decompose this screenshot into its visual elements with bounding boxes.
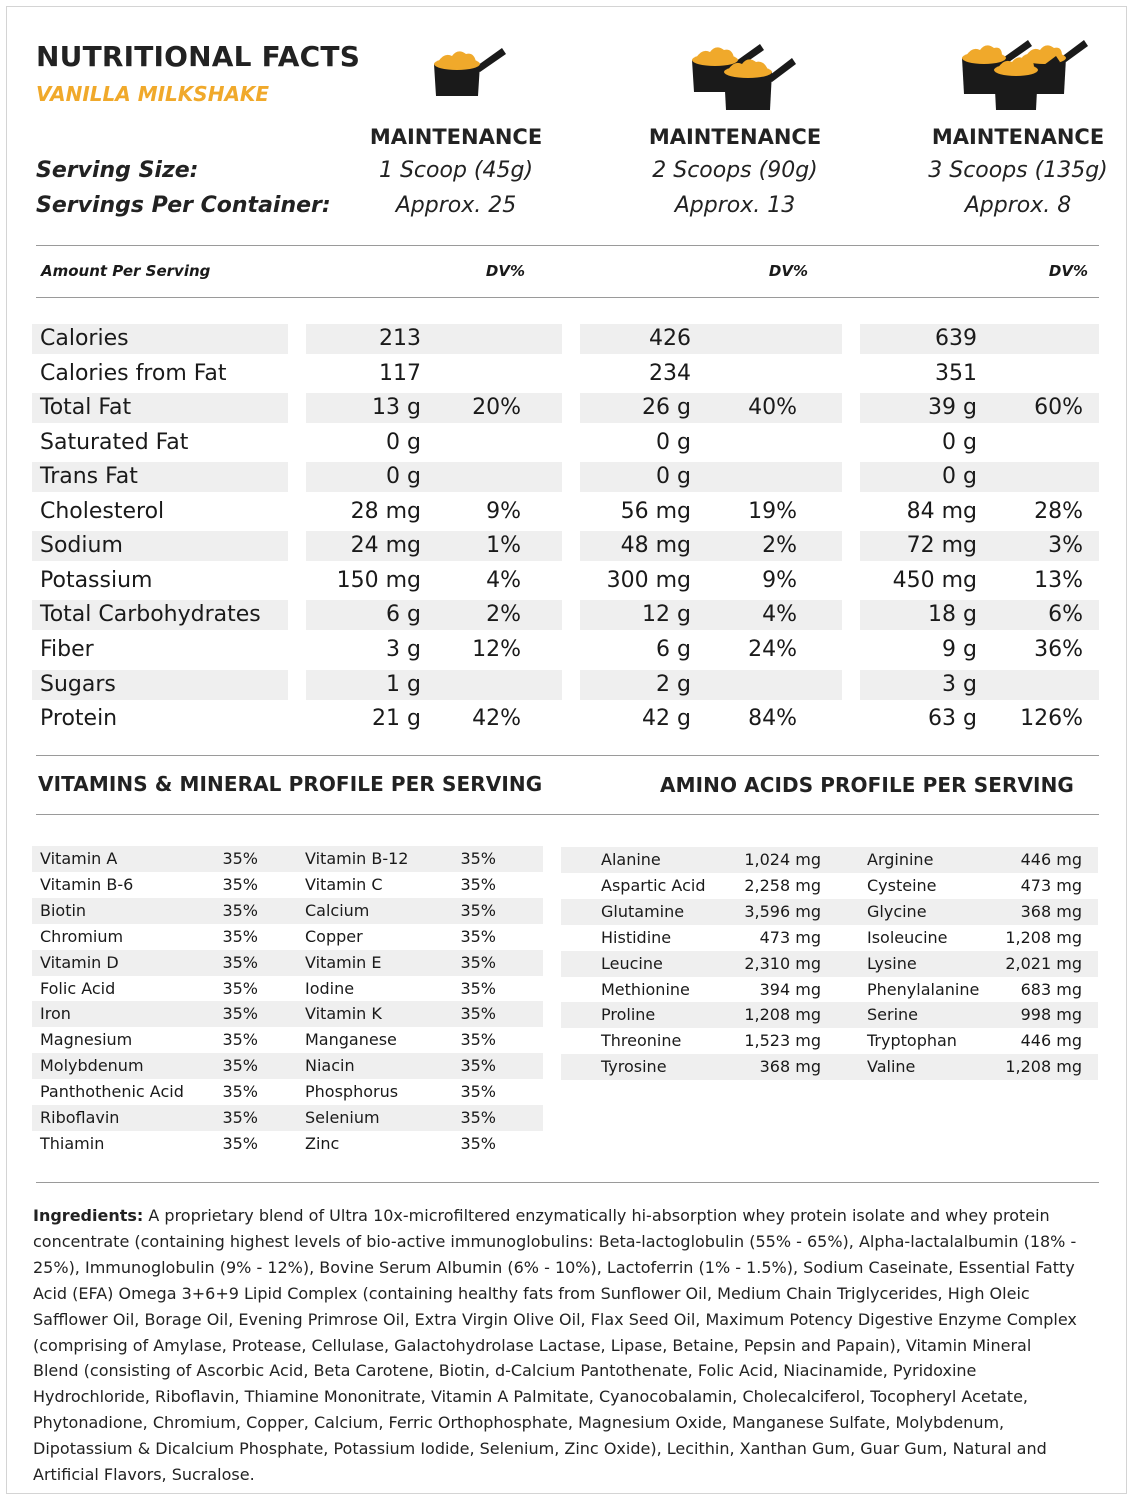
nutrient-row bbox=[0, 704, 1133, 734]
vitamin-dv: 35% bbox=[460, 926, 496, 946]
amino-name: Threonine bbox=[601, 1031, 682, 1051]
amino-amount: 2,310 mg bbox=[744, 953, 821, 973]
vitamin-dv: 35% bbox=[460, 1056, 496, 1076]
vitamin-dv: 35% bbox=[222, 1082, 258, 1102]
amino-amount: 2,258 mg bbox=[744, 875, 821, 895]
nutrient-amount: 0 g bbox=[942, 464, 977, 490]
serving-size-2: 2 Scoops (90g) bbox=[652, 158, 818, 183]
nutrient-dv: 28% bbox=[1034, 498, 1083, 524]
amino-amount: 998 mg bbox=[1020, 1005, 1082, 1025]
vitamin-name: Vitamin B-12 bbox=[305, 849, 409, 868]
nutrient-dv: 4% bbox=[486, 567, 521, 593]
vitamin-name: Thiamin bbox=[40, 1133, 105, 1153]
flavor-subtitle: VANILLA MILKSHAKE bbox=[36, 82, 270, 106]
vitamin-name: Vitamin B-6 bbox=[40, 874, 134, 894]
amino-amount: 473 mg bbox=[1020, 875, 1082, 895]
vitamin-dv: 35% bbox=[222, 978, 258, 998]
nutrient-dv: 19% bbox=[748, 498, 797, 524]
amino-amount: 368 mg bbox=[1020, 901, 1082, 921]
servings-per-container-3: Approx. 8 bbox=[964, 193, 1072, 218]
vitamin-name: Vitamin D bbox=[40, 952, 119, 972]
amino-amount: 446 mg bbox=[1020, 850, 1082, 869]
nutrient-amount: 0 g bbox=[656, 464, 691, 490]
vitamin-name: Zinc bbox=[305, 1133, 340, 1153]
nutrient-amount: 234 bbox=[649, 360, 691, 386]
amino-row bbox=[0, 1002, 1133, 1028]
nutrient-amount: 426 bbox=[649, 326, 691, 351]
nutrient-row bbox=[0, 393, 1133, 423]
amino-name: Tyrosine bbox=[601, 1057, 667, 1077]
vitamin-dv: 35% bbox=[222, 1108, 258, 1127]
nutrient-amount: 3 g bbox=[942, 671, 977, 697]
nutrient-amount: 9 g bbox=[942, 636, 977, 662]
vitamin-name: Riboflavin bbox=[40, 1108, 120, 1127]
amino-row bbox=[0, 847, 1133, 873]
vitamin-name: Vitamin K bbox=[305, 1004, 382, 1024]
amino-amount: 1,208 mg bbox=[1005, 927, 1082, 947]
amino-name: Proline bbox=[601, 1005, 656, 1025]
divider bbox=[36, 1182, 1099, 1183]
vitamin-dv: 35% bbox=[460, 849, 496, 868]
nutrient-row bbox=[0, 670, 1133, 700]
dv-header-1: DV% bbox=[485, 262, 525, 280]
nutrient-amount: 48 mg bbox=[620, 533, 691, 559]
amino-name: Serine bbox=[867, 1005, 919, 1025]
vitamin-dv: 35% bbox=[222, 1030, 258, 1050]
nutrient-amount: 18 g bbox=[928, 602, 977, 628]
nutrient-amount: 150 mg bbox=[336, 567, 421, 593]
nutrient-amount: 6 g bbox=[386, 602, 421, 628]
nutrient-name: Potassium bbox=[40, 567, 153, 593]
dv-header-3: DV% bbox=[1048, 262, 1088, 280]
nutrient-dv: 84% bbox=[748, 706, 797, 732]
amino-row bbox=[0, 1054, 1133, 1080]
vitamin-dv: 35% bbox=[222, 874, 258, 894]
amino-amount: 446 mg bbox=[1020, 1031, 1082, 1051]
ingredients-text: A proprietary blend of Ultra 10x-microfiltered enzymatically hi-absorption whey protein isolate and whey protein concentrate (containing highest levels of bio-active immunoglobulins: Beta-lactoglobulin (55% - 65%), Alpha-lactalalbumin (18% - 25%), Immunoglobulin (9% - 12%), Bovine Serum Albumin (6% - 10%), Lactoferrin (1% - 1.5%), Sodium Caseinate, Essential Fatty Acid (EFA) Omega 3+6+9 Lipid Complex (containing healthy fats from Sunflower Oil, Medium Chain Triglycerides, High Oleic Safflower Oil, Borage Oil, Evening Primrose Oil, Extra Virgin Olive Oil, Flax Seed Oil, Maximum Potency Digestive Enzyme Complex (comprising of Amylase, Protease, Cellulase, Galactohydrolase Lactase, Lipase, Betaine, Pepsin and Papain), Vitamin Mineral Blend (consisting of Ascorbic Acid, Beta Carotene, Biotin, d-Calcium Pantothenate, Folic Acid, Niacinamide, Pyridoxine Hydrochloride, Riboflavin, Thiamine Mononitrate, Vitamin A Palmitate, Cyanocobalamin, Cholecalciferol, Tocopheryl Acetate, Phytonadione, Chromium, Copper, Calcium, Ferric Orthophosphate, Magnesium Oxide, Manganese Sulfate, Molybdenum, Dipotassium & Dicalcium Phosphate, Potassium Iodide, Selenium, Zinc Oxide), Lecithin, Xanthan Gum, Guar Gum, Natural and Artificial Flavors, Sucralose. bbox=[33, 1206, 1077, 1485]
vitamin-dv: 35% bbox=[460, 874, 496, 894]
serving-size-3: 3 Scoops (135g) bbox=[928, 158, 1108, 183]
nutrient-amount: 0 g bbox=[386, 464, 421, 490]
vitamin-dv: 35% bbox=[222, 952, 258, 972]
nutrient-dv: 24% bbox=[748, 636, 797, 662]
nutrient-dv: 40% bbox=[748, 395, 797, 421]
vitamin-name: Vitamin C bbox=[305, 874, 383, 894]
nutrient-dv: 4% bbox=[762, 602, 797, 628]
vitamin-dv: 35% bbox=[460, 1082, 496, 1102]
nutrient-name: Trans Fat bbox=[40, 464, 138, 490]
vitamin-name: Iodine bbox=[305, 978, 355, 998]
vitamin-row bbox=[0, 1079, 560, 1105]
amino-section-title: AMINO ACIDS PROFILE PER SERVING bbox=[660, 773, 1074, 797]
nutrient-amount: 13 g bbox=[372, 395, 421, 421]
nutrient-amount: 300 mg bbox=[606, 567, 691, 593]
nutrient-amount: 0 g bbox=[942, 429, 977, 455]
amino-name: Glutamine bbox=[601, 901, 685, 921]
amino-name: Methionine bbox=[601, 979, 690, 999]
nutrient-name: Saturated Fat bbox=[40, 429, 189, 455]
vitamin-name: Folic Acid bbox=[40, 978, 116, 998]
dv-header-2: DV% bbox=[768, 262, 808, 280]
servings-per-container-2: Approx. 13 bbox=[674, 193, 796, 218]
nutrient-dv: 9% bbox=[486, 498, 521, 524]
amino-amount: 368 mg bbox=[759, 1057, 821, 1077]
vitamin-dv: 35% bbox=[222, 849, 258, 868]
amino-amount: 1,523 mg bbox=[744, 1031, 821, 1051]
amino-row bbox=[0, 977, 1133, 1003]
nutrient-dv: 12% bbox=[472, 636, 521, 662]
amino-name: Histidine bbox=[601, 927, 672, 947]
serving-size-label: Serving Size: bbox=[36, 158, 199, 183]
amino-row bbox=[0, 873, 1133, 899]
amino-row bbox=[0, 1028, 1133, 1054]
nutrient-amount: 39 g bbox=[928, 395, 977, 421]
nutrient-amount: 72 mg bbox=[906, 533, 977, 559]
vitamins-section-title: VITAMINS & MINERAL PROFILE PER SERVING bbox=[38, 772, 543, 796]
nutrient-dv: 126% bbox=[1020, 706, 1083, 732]
serving-size-1: 1 Scoop (45g) bbox=[378, 158, 534, 183]
nutrient-dv: 2% bbox=[486, 602, 521, 628]
column-heading-2: MAINTENANCE bbox=[648, 125, 822, 149]
vitamin-name: Vitamin A bbox=[40, 849, 118, 868]
vitamin-dv: 35% bbox=[222, 1004, 258, 1024]
vitamin-name: Iron bbox=[40, 1004, 71, 1024]
amino-amount: 683 mg bbox=[1020, 979, 1082, 999]
vitamin-name: Selenium bbox=[305, 1108, 380, 1127]
nutrient-amount: 28 mg bbox=[350, 498, 421, 524]
nutrient-name: Calories bbox=[40, 326, 129, 351]
nutrient-amount: 24 mg bbox=[350, 533, 421, 559]
nutrient-row bbox=[0, 600, 1133, 630]
vitamin-dv: 35% bbox=[460, 952, 496, 972]
page-title: NUTRITIONAL FACTS bbox=[36, 40, 361, 73]
amino-row bbox=[0, 951, 1133, 977]
vitamin-dv: 35% bbox=[460, 978, 496, 998]
vitamin-dv: 35% bbox=[222, 1133, 258, 1153]
one-scoop-icon bbox=[430, 38, 510, 100]
nutrient-name: Sodium bbox=[40, 533, 123, 559]
amino-amount: 473 mg bbox=[759, 927, 821, 947]
vitamin-dv: 35% bbox=[460, 1004, 496, 1024]
ingredients-label: Ingredients: bbox=[33, 1206, 144, 1225]
nutrient-dv: 9% bbox=[762, 567, 797, 593]
nutrient-dv: 3% bbox=[1048, 533, 1083, 559]
divider bbox=[36, 245, 1099, 246]
vitamin-name: Manganese bbox=[305, 1030, 397, 1050]
amino-row bbox=[0, 925, 1133, 951]
vitamin-name: Chromium bbox=[40, 926, 124, 946]
nutrient-row bbox=[0, 428, 1133, 458]
column-heading-1: MAINTENANCE bbox=[369, 125, 543, 149]
vitamin-dv: 35% bbox=[222, 900, 258, 920]
nutrient-dv: 36% bbox=[1034, 636, 1083, 662]
amino-amount: 1,208 mg bbox=[744, 1005, 821, 1025]
nutrient-name: Fiber bbox=[40, 636, 94, 662]
nutrient-name: Cholesterol bbox=[40, 498, 165, 524]
nutrient-dv: 2% bbox=[762, 533, 797, 559]
nutrient-amount: 3 g bbox=[386, 636, 421, 662]
vitamin-name: Biotin bbox=[40, 900, 87, 920]
nutrient-amount: 213 bbox=[379, 326, 421, 351]
vitamin-name: Phosphorus bbox=[305, 1082, 399, 1102]
nutrient-amount: 26 g bbox=[642, 395, 691, 421]
nutrient-amount: 56 mg bbox=[620, 498, 691, 524]
vitamin-dv: 35% bbox=[222, 1056, 258, 1076]
nutrient-dv: 20% bbox=[472, 395, 521, 421]
amino-name: Phenylalanine bbox=[867, 979, 980, 999]
vitamin-row bbox=[0, 1105, 560, 1131]
amino-name: Cysteine bbox=[867, 875, 937, 895]
ingredients-paragraph bbox=[33, 1203, 1078, 1488]
nutrient-amount: 42 g bbox=[642, 706, 691, 732]
amino-amount: 2,021 mg bbox=[1005, 953, 1082, 973]
divider bbox=[36, 755, 1099, 756]
servings-per-container-label: Servings Per Container: bbox=[36, 193, 331, 218]
nutrient-amount: 6 g bbox=[656, 636, 691, 662]
nutrient-amount: 0 g bbox=[386, 429, 421, 455]
nutrient-dv: 1% bbox=[486, 533, 521, 559]
nutrient-name: Calories from Fat bbox=[40, 360, 227, 386]
amino-name: Arginine bbox=[867, 850, 934, 869]
nutrient-row bbox=[0, 635, 1133, 665]
divider bbox=[36, 814, 1099, 815]
nutrient-amount: 450 mg bbox=[892, 567, 977, 593]
vitamin-dv: 35% bbox=[460, 1030, 496, 1050]
nutrient-row bbox=[0, 462, 1133, 492]
nutrient-row bbox=[0, 359, 1133, 389]
nutrient-amount: 1 g bbox=[386, 671, 421, 697]
nutrient-amount: 21 g bbox=[372, 706, 421, 732]
amino-name: Isoleucine bbox=[867, 927, 948, 947]
vitamin-dv: 35% bbox=[460, 1133, 496, 1153]
divider bbox=[36, 297, 1099, 298]
amino-amount: 394 mg bbox=[759, 979, 821, 999]
amino-name: Valine bbox=[867, 1057, 916, 1077]
nutrient-row bbox=[0, 497, 1133, 527]
nutrient-amount: 351 bbox=[935, 360, 977, 386]
three-scoops-icon bbox=[960, 36, 1090, 114]
nutrient-amount: 117 bbox=[379, 360, 421, 386]
nutrient-dv: 13% bbox=[1034, 567, 1083, 593]
servings-per-container-1: Approx. 25 bbox=[395, 193, 517, 218]
vitamin-dv: 35% bbox=[460, 1108, 496, 1127]
nutrient-name: Total Carbohydrates bbox=[40, 602, 261, 628]
nutrient-name: Protein bbox=[40, 706, 118, 732]
amino-row bbox=[0, 899, 1133, 925]
nutrient-dv: 6% bbox=[1048, 602, 1083, 628]
vitamin-dv: 35% bbox=[460, 900, 496, 920]
vitamin-name: Magnesium bbox=[40, 1030, 133, 1050]
nutrient-name: Sugars bbox=[40, 671, 116, 697]
amino-name: Alanine bbox=[601, 850, 661, 869]
amount-per-serving-label: Amount Per Serving bbox=[41, 262, 211, 280]
nutrient-amount: 12 g bbox=[642, 602, 691, 628]
nutrient-row bbox=[0, 531, 1133, 561]
vitamin-name: Calcium bbox=[305, 900, 370, 920]
nutrient-row bbox=[0, 324, 1133, 354]
vitamin-name: Vitamin E bbox=[305, 952, 382, 972]
two-scoops-icon bbox=[690, 38, 800, 114]
nutrient-amount: 0 g bbox=[656, 429, 691, 455]
nutrient-amount: 84 mg bbox=[906, 498, 977, 524]
amino-name: Tryptophan bbox=[867, 1031, 957, 1051]
nutrient-amount: 2 g bbox=[656, 671, 691, 697]
vitamin-name: Panthothenic Acid bbox=[40, 1082, 184, 1102]
amino-name: Aspartic Acid bbox=[601, 875, 706, 895]
vitamin-name: Molybdenum bbox=[40, 1056, 144, 1076]
amino-amount: 1,024 mg bbox=[744, 850, 821, 869]
nutrient-dv: 42% bbox=[472, 706, 521, 732]
nutrient-row bbox=[0, 566, 1133, 596]
nutrient-dv: 60% bbox=[1034, 395, 1083, 421]
vitamin-name: Niacin bbox=[305, 1056, 355, 1076]
column-heading-3: MAINTENANCE bbox=[931, 125, 1105, 149]
amino-name: Leucine bbox=[601, 953, 663, 973]
nutrient-amount: 63 g bbox=[928, 706, 977, 732]
amino-name: Glycine bbox=[867, 901, 927, 921]
vitamin-name: Copper bbox=[305, 926, 363, 946]
amino-name: Lysine bbox=[867, 953, 917, 973]
amino-amount: 3,596 mg bbox=[744, 901, 821, 921]
vitamin-dv: 35% bbox=[222, 926, 258, 946]
amino-amount: 1,208 mg bbox=[1005, 1057, 1082, 1077]
nutrient-amount: 639 bbox=[935, 326, 977, 351]
vitamin-row bbox=[0, 1131, 560, 1157]
nutrient-name: Total Fat bbox=[40, 395, 132, 421]
